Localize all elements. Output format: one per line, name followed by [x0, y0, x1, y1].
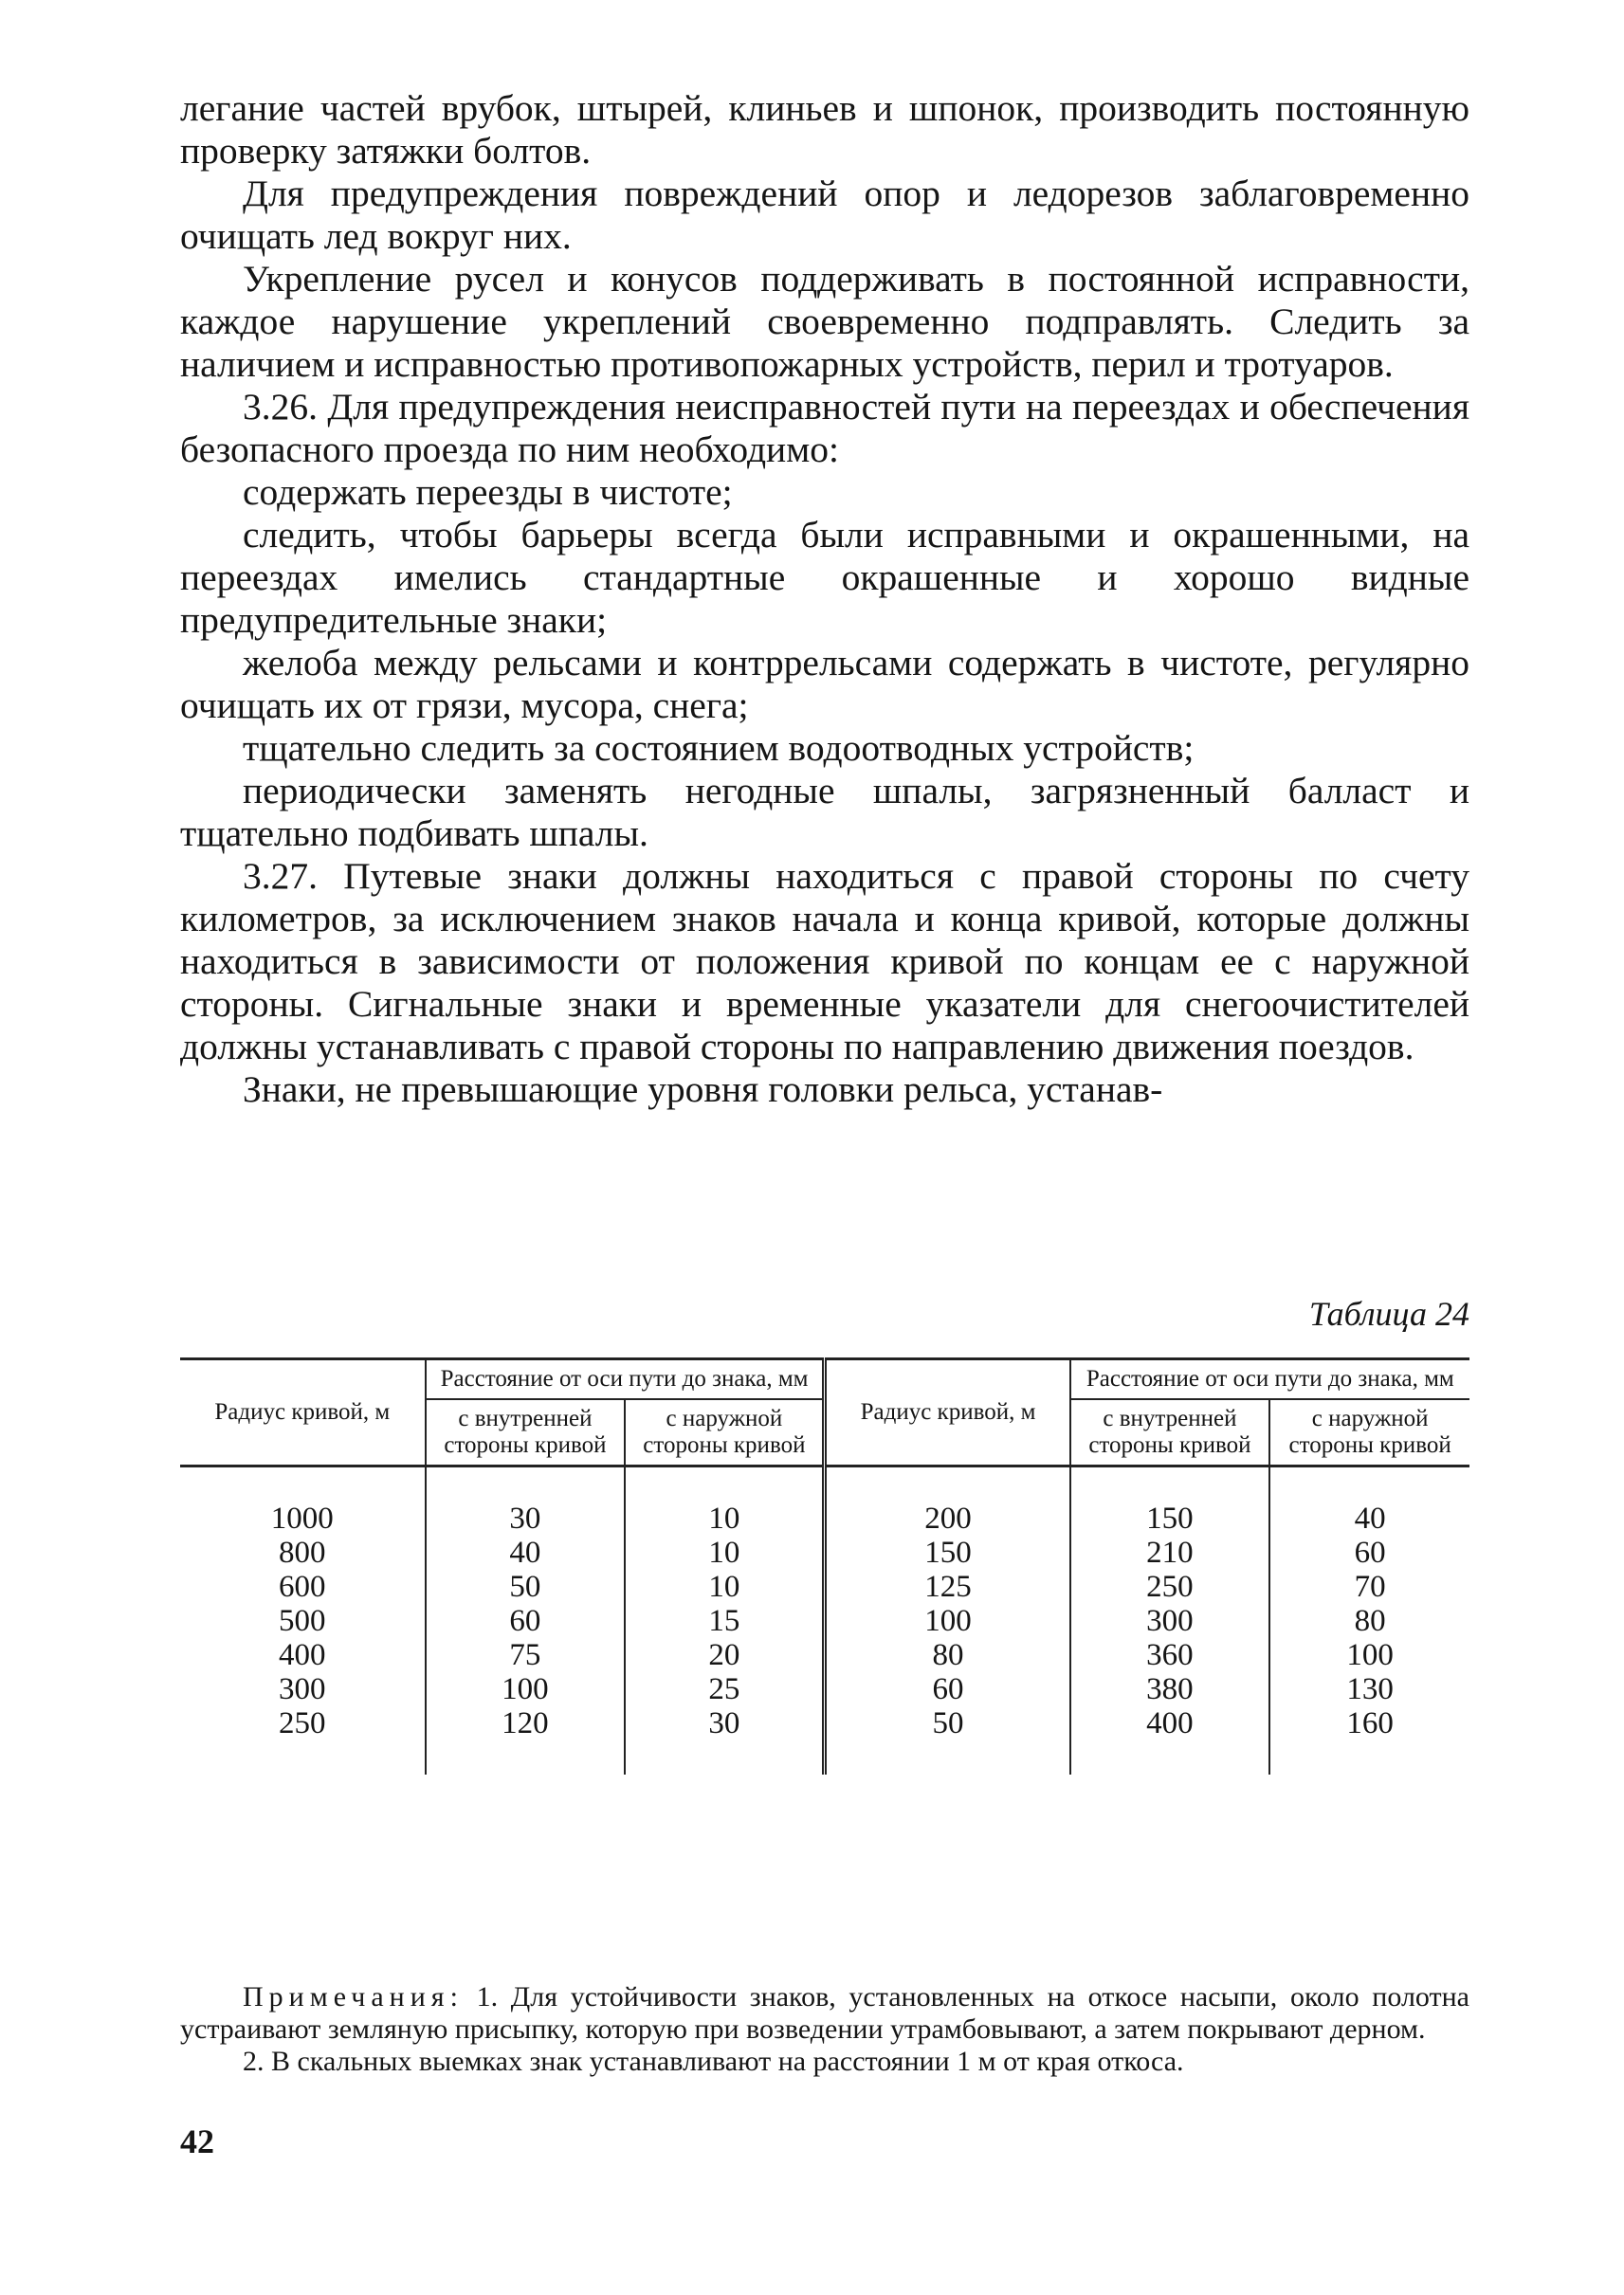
table-cell: 400	[279, 1638, 326, 1672]
outer-header: с наружной стороны кривой	[1269, 1399, 1469, 1466]
table-notes	[180, 1981, 1469, 2078]
note-2: 2. В скальных выемках знак устанавливают на расстоянии 1 м от края откоса.	[243, 2046, 1184, 2077]
page-number: 42	[180, 2122, 214, 2160]
table-cell: 360	[1070, 1638, 1270, 1672]
table-cell: 60	[426, 1604, 626, 1638]
body-text	[180, 87, 1469, 1111]
inner-header: с внутренней стороны кривой	[426, 1399, 626, 1466]
table-cell: 100	[825, 1604, 1070, 1638]
table-cell: 10	[625, 1466, 825, 1537]
table-cell: 150	[825, 1536, 1070, 1570]
table-cell: 130	[1269, 1672, 1469, 1706]
table-cell: 40	[1269, 1466, 1469, 1537]
paragraph-3-26: 3.26. Для предупреждения неисправностей пути на переездах и обеспечения безопасного проезда по ним необходимо:	[180, 386, 1469, 470]
paragraph: Для предупреждения повреждений опор и ледорезов заблаговременно очищать лед вокруг них.	[180, 173, 1469, 257]
table-cell: 100	[1269, 1638, 1469, 1672]
table-cell: 800	[279, 1536, 326, 1570]
table-cell: 50	[825, 1706, 1070, 1775]
list-item: следить, чтобы барьеры всегда были исправными и окрашенными, на переездах имелись стандартные окрашенные и хорошо видные предупредительные знаки;	[180, 514, 1469, 641]
table-cell: 50	[426, 1570, 626, 1604]
table-cell: 125	[825, 1570, 1070, 1604]
table-cell: 20	[625, 1638, 825, 1672]
table-cell: 80	[825, 1638, 1070, 1672]
table-row	[180, 1672, 1469, 1706]
list-item: желоба между рельсами и контррельсами содержать в чистоте, регулярно очищать их от грязи, мусора, снега;	[180, 642, 1469, 726]
table-row	[180, 1706, 1469, 1775]
table-cell: 250	[1070, 1570, 1270, 1604]
table-cell: 380	[1070, 1672, 1270, 1706]
table-cell: 1000	[270, 1502, 334, 1536]
notes-label: Примечания:	[243, 1981, 464, 2013]
table-cell: 15	[625, 1604, 825, 1638]
table-cell: 160	[1269, 1706, 1469, 1775]
table-cell: 25	[625, 1672, 825, 1706]
paragraph: Укрепление русел и конусов поддерживать в постоянной исправности, каждое нарушение укреплений своевременно подправлять. Следить за наличием и исправностью противопожарных устройств, перил и тротуаров.	[180, 258, 1469, 385]
list-item: периодически заменять негодные шпалы, загрязненный балласт и тщательно подбивать шпалы.	[180, 770, 1469, 854]
table-cell: 60	[825, 1672, 1070, 1706]
paragraph: Знаки, не превышающие уровня головки рельса, устанав-	[243, 1068, 1163, 1110]
radius-header: Радиус кривой, м	[214, 1399, 391, 1425]
table-cell: 200	[825, 1466, 1070, 1537]
table-cell: 70	[1269, 1570, 1469, 1604]
table-cell: 210	[1070, 1536, 1270, 1570]
table-cell: 600	[279, 1570, 326, 1604]
table-cell: 60	[1269, 1536, 1469, 1570]
paragraph: легание частей врубок, штырей, клиньев и шпонок, производить постоянную проверку затяжки болтов.	[180, 87, 1469, 172]
table-cell: 40	[426, 1536, 626, 1570]
table-cell: 10	[625, 1570, 825, 1604]
table-row	[180, 1536, 1469, 1570]
table-cell: 300	[1070, 1604, 1270, 1638]
table-row	[180, 1604, 1469, 1638]
paragraph-3-27: 3.27. Путевые знаки должны находиться с правой стороны по счету километров, за исключением знаков начала и конца кривой, которые должны находиться в зависимости от положения кривой по концам ее с наружной стороны. Сигнальные знаки и временные указатели для снегоочистителей должны устанавливать с правой стороны по направлению движения поездов.	[180, 855, 1469, 1067]
table-row	[180, 1570, 1469, 1604]
radius-header: Радиус кривой, м	[825, 1359, 1070, 1466]
note-1: 1. Для устойчивости знаков, установленных на откосе насыпи, около полотна устраивают земляную присыпку, которую при возведении утрамбовывают, а затем покрывают дерном.	[180, 1981, 1469, 2045]
table-cell: 500	[279, 1604, 326, 1638]
table-caption: Таблица 24	[1308, 1295, 1469, 1333]
distance-table	[180, 1357, 1469, 1775]
distance-header: Расстояние от оси пути до знака, мм	[426, 1359, 825, 1400]
table-cell: 30	[426, 1466, 626, 1537]
table-row	[180, 1638, 1469, 1672]
list-item: тщательно следить за состоянием водоотводных устройств;	[243, 727, 1195, 769]
table-row	[180, 1466, 1469, 1537]
list-item: содержать переезды в чистоте;	[243, 471, 733, 513]
table-cell: 400	[1070, 1706, 1270, 1775]
outer-header: с наружной стороны кривой	[625, 1399, 825, 1466]
table-cell: 150	[1070, 1466, 1270, 1537]
table-cell: 30	[625, 1706, 825, 1775]
table-cell: 250	[279, 1706, 326, 1740]
table-cell: 80	[1269, 1604, 1469, 1638]
inner-header: с внутренней стороны кривой	[1070, 1399, 1270, 1466]
distance-header: Расстояние от оси пути до знака, мм	[1070, 1359, 1469, 1400]
table-cell: 120	[426, 1706, 626, 1775]
table-cell: 75	[426, 1638, 626, 1672]
table-cell: 10	[625, 1536, 825, 1570]
table-cell: 300	[279, 1672, 326, 1706]
table-cell: 100	[426, 1672, 626, 1706]
